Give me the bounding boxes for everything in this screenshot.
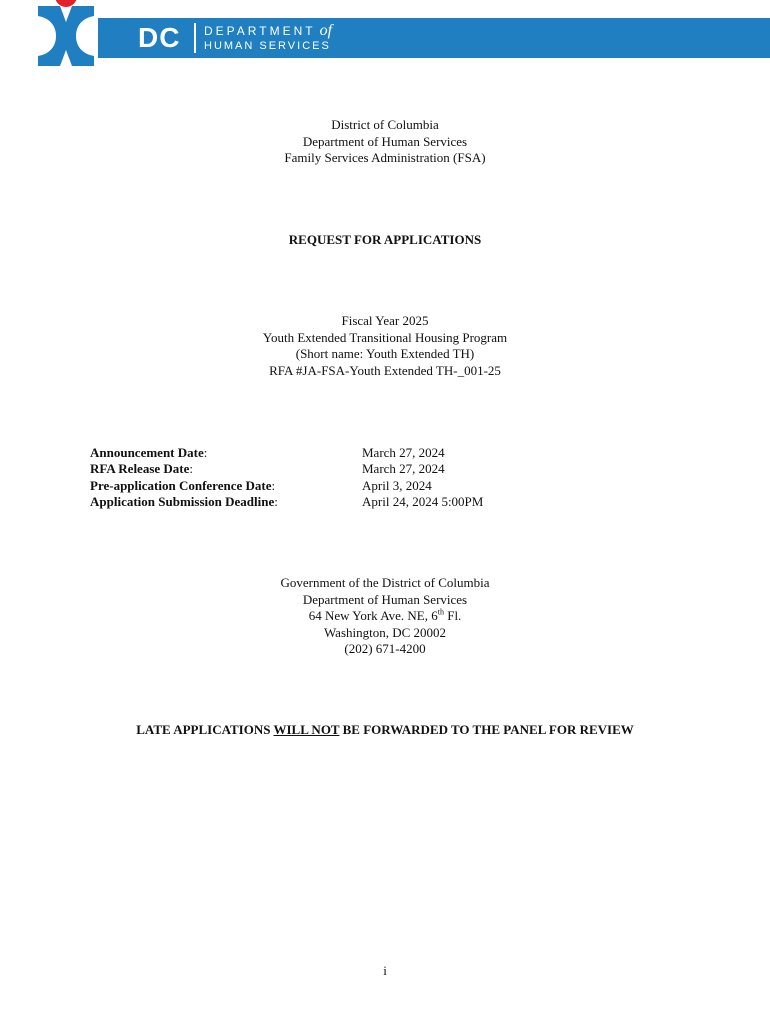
late-applications-notice: LATE APPLICATIONS WILL NOT BE FORWARDED TO THE PANEL FOR REVIEW	[136, 722, 634, 737]
date-row	[90, 445, 690, 461]
address-line-2: Department of Human Services	[302, 591, 468, 607]
date-label: Announcement Date:	[90, 445, 208, 460]
date-label: Application Submission Deadline:	[90, 493, 278, 509]
banner-of-text: of	[319, 22, 333, 39]
date-label: Pre-application Conference Date:	[90, 477, 276, 493]
date-value: April 24, 2024 5:00PM	[362, 493, 484, 509]
fiscal-year: Fiscal Year 2025	[341, 313, 429, 328]
program-block	[0, 313, 770, 379]
page-number: i	[383, 963, 387, 978]
banner-department-text: DEPARTMENT	[204, 24, 316, 38]
address-phone: (202) 671-4200	[344, 641, 426, 656]
date-value: March 27, 2024	[362, 445, 445, 460]
date-row	[90, 494, 690, 510]
program-name: Youth Extended Transitional Housing Program	[262, 329, 508, 345]
date-value: March 27, 2024	[362, 461, 445, 477]
agency-block	[0, 117, 770, 167]
banner-divider	[194, 23, 196, 53]
address-block	[0, 575, 770, 658]
document-title: REQUEST FOR APPLICATIONS	[288, 232, 482, 247]
rfa-number: RFA #JA-FSA-Youth Extended TH-_001-25	[269, 362, 501, 378]
address-street: 64 New York Ave. NE, 6th Fl.	[308, 607, 462, 623]
header-banner	[98, 18, 770, 58]
date-row	[90, 461, 690, 477]
agency-line-1: District of Columbia	[331, 117, 439, 132]
agency-line-3: Family Services Administration (FSA)	[284, 150, 486, 165]
program-short-name: (Short name: Youth Extended TH)	[295, 346, 475, 361]
will-not-emphasis: WILL NOT	[273, 722, 340, 737]
agency-line-2: Department of Human Services	[302, 133, 468, 149]
banner-human-services-text: HUMAN SERVICES	[204, 40, 331, 52]
date-value: April 3, 2024	[362, 477, 432, 493]
date-row	[90, 478, 690, 494]
address-city: Washington, DC 20002	[323, 624, 447, 640]
address-line-1: Government of the District of Columbia	[280, 575, 490, 590]
date-label: RFA Release Date:	[90, 461, 194, 477]
dhs-logo-icon	[30, 0, 102, 72]
banner-dc-text: DC	[138, 22, 181, 53]
key-dates	[90, 445, 690, 510]
banner-department-line	[204, 24, 332, 38]
